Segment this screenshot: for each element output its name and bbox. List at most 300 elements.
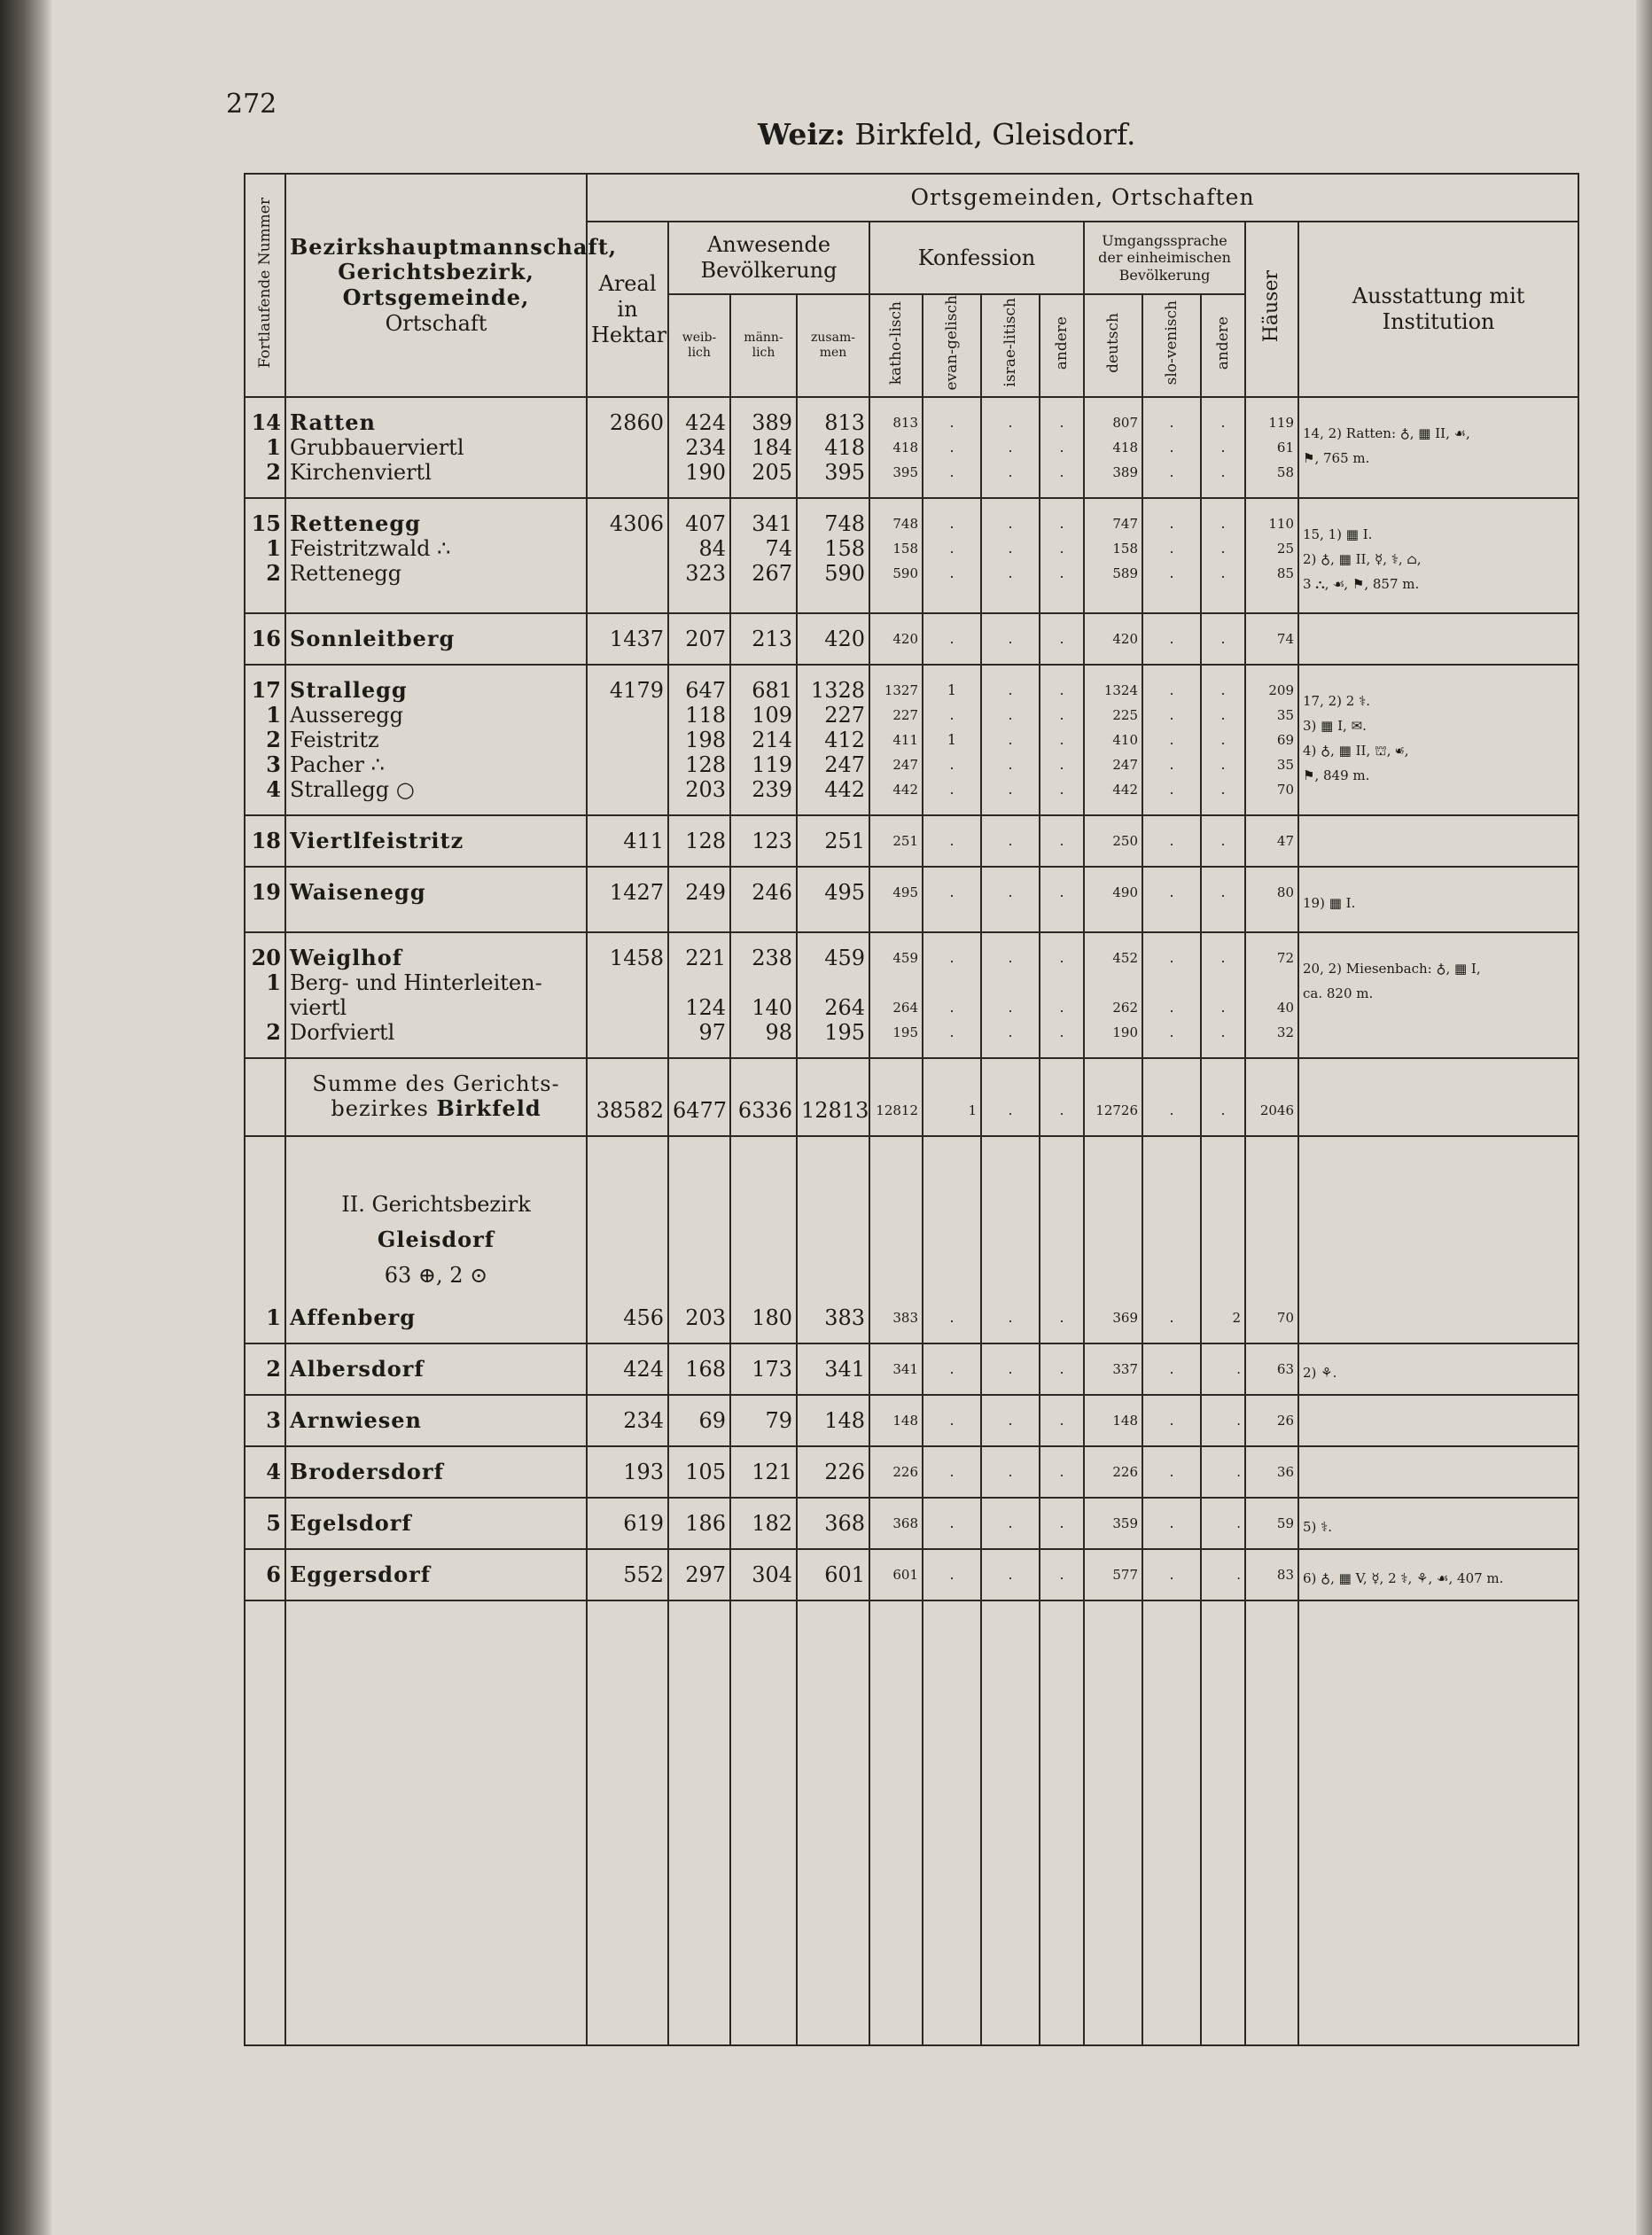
other-confession-count: . xyxy=(1040,1549,1084,1600)
total-count-line: 813 xyxy=(824,410,865,436)
catholic-count: 341 xyxy=(869,1343,923,1395)
row-number-line: 3 xyxy=(266,751,281,778)
catholic-count-line: 459 xyxy=(892,950,918,967)
institutions-note: 6) ♁, ▦ V, ☿, 2 ⚕, ⚘, ☙, 407 m. xyxy=(1298,1549,1578,1600)
slovene-count: . xyxy=(1142,1293,1201,1343)
institutions-note: 2) ⚘. xyxy=(1298,1343,1578,1395)
male-count: 79 xyxy=(730,1395,797,1446)
israelite-count-line: . xyxy=(1008,414,1013,432)
row-number-line: 1 xyxy=(266,970,281,996)
evangelical-count xyxy=(923,397,981,498)
israelite-count: . xyxy=(981,1343,1040,1395)
male-count xyxy=(730,815,797,867)
institutions-note-line: 15, 1) ▦ I. xyxy=(1303,526,1373,543)
other-confession-count-line: . xyxy=(1059,1024,1064,1041)
slovene-count-line: . xyxy=(1169,515,1174,533)
municipality-name xyxy=(285,1498,587,1549)
catholic-count-line: 748 xyxy=(892,516,918,533)
sum-houses: 2046 xyxy=(1245,1058,1298,1136)
row-number-line: 16 xyxy=(251,626,281,652)
german-count-line: 410 xyxy=(1112,732,1138,749)
locality-name: Feistritz xyxy=(290,728,379,753)
slovene-count-line: . xyxy=(1169,1024,1174,1041)
houses-count-line: 35 xyxy=(1276,707,1294,724)
total-count: 226 xyxy=(797,1446,869,1498)
total-count-line: 227 xyxy=(824,703,865,728)
filler-cell xyxy=(1084,1600,1142,2045)
other-language-count-line: . xyxy=(1220,565,1226,582)
locality-name: Feistritzwald ∴ xyxy=(290,536,451,562)
german-count-line: 225 xyxy=(1112,707,1138,724)
header-slovenisch: slo-venisch xyxy=(1142,294,1201,397)
german-count-line: 490 xyxy=(1112,884,1138,901)
header-weiblich: weib-lich xyxy=(668,294,730,397)
table-filler-row xyxy=(245,1600,1578,2045)
section-empty-cell xyxy=(730,1136,797,1293)
catholic-count-line: 395 xyxy=(892,464,918,481)
catholic-count xyxy=(869,932,923,1058)
total-count: 601 xyxy=(797,1549,869,1600)
israelite-count: . xyxy=(981,1293,1040,1343)
female-count-line: 198 xyxy=(685,728,726,753)
german-count-line: 1324 xyxy=(1103,682,1138,699)
total-count-line: 495 xyxy=(824,880,865,906)
sum-male: 6336 xyxy=(730,1058,797,1136)
area-hectare: 411 xyxy=(587,815,668,867)
houses-count-line: 25 xyxy=(1276,541,1294,557)
female-count-line: 203 xyxy=(685,777,726,803)
row-number: 5 xyxy=(245,1498,285,1549)
male-count-line: 98 xyxy=(765,1020,792,1046)
houses-count xyxy=(1245,932,1298,1058)
total-count xyxy=(797,613,869,665)
section-empty-cell xyxy=(923,1136,981,1293)
evangelical-count: . xyxy=(923,1446,981,1498)
other-language-count-line: . xyxy=(1220,463,1226,481)
slovene-count-line: . xyxy=(1169,630,1174,648)
section-number-empty xyxy=(245,1136,285,1293)
area-hectare: 424 xyxy=(587,1343,668,1395)
male-count xyxy=(730,932,797,1058)
header-ausstattung: Ausstattung mit Institution xyxy=(1298,222,1578,397)
filler-cell xyxy=(730,1600,797,2045)
israelite-count xyxy=(981,815,1040,867)
institutions-note-line: ca. 820 m. xyxy=(1303,985,1374,1002)
area-hectare: 1437 xyxy=(587,613,668,665)
catholic-count-line: 813 xyxy=(892,415,918,432)
other-confession-count: . xyxy=(1040,1498,1084,1549)
filler-cell xyxy=(1201,1600,1245,2045)
female-count-line: 128 xyxy=(685,752,726,778)
sum-total: 12813 xyxy=(797,1058,869,1136)
total-count-line: 418 xyxy=(824,435,865,461)
german-count: 148 xyxy=(1084,1395,1142,1446)
slovene-count: . xyxy=(1142,1446,1201,1498)
other-language-count xyxy=(1201,815,1245,867)
evangelical-count-line: . xyxy=(949,706,955,724)
place-name xyxy=(285,498,587,613)
area-hectare: 456 xyxy=(587,1293,668,1343)
sum-label-line2: bezirkes xyxy=(331,1096,437,1122)
other-confession-count-line: . xyxy=(1059,681,1064,699)
header-katholisch: katho-lisch xyxy=(869,294,923,397)
institutions-note-line: 3 ⛬, ☙, ⚑, 857 m. xyxy=(1303,576,1420,593)
israelite-count-line: . xyxy=(1008,781,1013,798)
other-confession-count-line: . xyxy=(1059,781,1064,798)
table-row xyxy=(245,1395,1578,1446)
municipality-name: Viertlfeistritz xyxy=(290,828,464,854)
female-count-line: 118 xyxy=(685,703,726,728)
other-confession-count: . xyxy=(1040,1446,1084,1498)
header-evangelisch: evan-gelisch xyxy=(923,294,981,397)
male-count-line: 246 xyxy=(752,880,792,906)
other-confession-count-line: . xyxy=(1059,414,1064,432)
other-language-count-line: . xyxy=(1220,515,1226,533)
slovene-count-line: . xyxy=(1169,999,1174,1016)
catholic-count xyxy=(869,867,923,932)
municipality-name-text: Arnwiesen xyxy=(290,1407,422,1434)
page-title-rest: Birkfeld, Gleisdorf. xyxy=(845,117,1136,152)
header-israelitisch: israe-litisch xyxy=(981,294,1040,397)
female-count: 186 xyxy=(668,1498,730,1549)
catholic-count: 601 xyxy=(869,1549,923,1600)
total-count-line: 247 xyxy=(824,752,865,778)
houses-count-line: 35 xyxy=(1276,757,1294,774)
row-number-line: 17 xyxy=(251,677,281,704)
page-number: 272 xyxy=(226,89,277,120)
total-count: 383 xyxy=(797,1293,869,1343)
other-confession-count-line xyxy=(1044,970,1079,995)
other-language-count-line: . xyxy=(1220,681,1226,699)
catholic-count-line: 590 xyxy=(892,565,918,582)
evangelical-count xyxy=(923,613,981,665)
german-count-line xyxy=(1088,970,1138,995)
place-name xyxy=(285,613,587,665)
table-row xyxy=(245,498,1578,613)
page-title xyxy=(758,117,1136,152)
total-count-line: 442 xyxy=(824,777,865,803)
slovene-count xyxy=(1142,397,1201,498)
filler-cell xyxy=(285,1600,587,2045)
catholic-count-line: 442 xyxy=(892,782,918,798)
german-count-line: 190 xyxy=(1112,1024,1138,1041)
german-count-line: 418 xyxy=(1112,440,1138,456)
german-count: 577 xyxy=(1084,1549,1142,1600)
german-count xyxy=(1084,815,1142,867)
locality-name: Kirchenviertl xyxy=(290,460,432,486)
houses-count-line: 85 xyxy=(1276,565,1294,582)
other-language-count xyxy=(1201,498,1245,613)
municipality-name-text: Eggersdorf xyxy=(290,1561,432,1588)
israelite-count xyxy=(981,867,1040,932)
female-count-line: 128 xyxy=(685,829,726,854)
other-confession-count-line: . xyxy=(1059,463,1064,481)
houses-count-line: 70 xyxy=(1276,782,1294,798)
sum-german: 12726 xyxy=(1084,1058,1142,1136)
israelite-count-line: . xyxy=(1008,681,1013,699)
institutions-note-line: 17, 2) 2 ⚕. xyxy=(1303,693,1370,710)
place-name xyxy=(285,932,587,1058)
municipality-name xyxy=(285,1293,587,1343)
female-count: 203 xyxy=(668,1293,730,1343)
section-empty-cell xyxy=(1142,1136,1201,1293)
institutions-note-line: 19) ▦ I. xyxy=(1303,895,1356,912)
row-number-empty xyxy=(245,1058,285,1136)
row-number xyxy=(245,613,285,665)
slovene-count: . xyxy=(1142,1395,1201,1446)
place-name xyxy=(285,867,587,932)
male-count-line: 267 xyxy=(752,561,792,587)
german-count xyxy=(1084,665,1142,815)
section-empty-cell xyxy=(797,1136,869,1293)
sum-label-district: Birkfeld xyxy=(436,1095,542,1122)
filler-cell xyxy=(587,1600,668,2045)
area-hectare: 4179 xyxy=(587,665,668,815)
male-count-line: 239 xyxy=(752,777,792,803)
other-confession-count xyxy=(1040,613,1084,665)
other-language-count-line: . xyxy=(1220,1024,1226,1041)
catholic-count xyxy=(869,815,923,867)
israelite-count-line: . xyxy=(1008,540,1013,557)
male-count xyxy=(730,867,797,932)
houses-count xyxy=(1245,613,1298,665)
evangelical-count: . xyxy=(923,1549,981,1600)
slovene-count xyxy=(1142,613,1201,665)
male-count xyxy=(730,498,797,613)
municipality-name: Strallegg xyxy=(290,677,408,704)
total-count-line: 412 xyxy=(824,728,865,753)
evangelical-count xyxy=(923,932,981,1058)
israelite-count: . xyxy=(981,1498,1040,1549)
place-name xyxy=(285,665,587,815)
section-title-counts: 63 ⊕, 2 ⊙ xyxy=(384,1263,488,1289)
evangelical-count-line: . xyxy=(949,630,955,648)
header-andere-sprache: andere xyxy=(1201,294,1245,397)
header-ortsgemeinden: Ortsgemeinden, Ortschaften xyxy=(587,174,1578,222)
institutions-note xyxy=(1298,1293,1578,1343)
slovene-count-line: . xyxy=(1169,756,1174,774)
female-count-line: 84 xyxy=(698,536,726,562)
municipality-name-text: Egelsdorf xyxy=(290,1510,412,1537)
total-count-line: 395 xyxy=(824,460,865,486)
slovene-count-line: . xyxy=(1169,414,1174,432)
other-language-count: . xyxy=(1201,1395,1245,1446)
german-count xyxy=(1084,397,1142,498)
table-row-sum xyxy=(245,1058,1578,1136)
institutions-note xyxy=(1298,397,1578,498)
row-number xyxy=(245,397,285,498)
table-row xyxy=(245,932,1578,1058)
german-count-line: 250 xyxy=(1112,833,1138,850)
other-confession-count xyxy=(1040,397,1084,498)
male-count-line: 213 xyxy=(752,627,792,652)
row-number xyxy=(245,665,285,815)
row-number-line: 4 xyxy=(266,776,281,803)
evangelical-count-line: . xyxy=(949,565,955,582)
slovene-count-line: . xyxy=(1169,884,1174,901)
other-language-count-line: . xyxy=(1220,781,1226,798)
total-count: 368 xyxy=(797,1498,869,1549)
other-confession-count: . xyxy=(1040,1343,1084,1395)
total-count-line: 264 xyxy=(824,995,865,1021)
area-hectare: 2860 xyxy=(587,397,668,498)
other-confession-count xyxy=(1040,498,1084,613)
other-confession-count: . xyxy=(1040,1395,1084,1446)
institutions-note: 5) ⚕. xyxy=(1298,1498,1578,1549)
institutions-note-line: 14, 2) Ratten: ♁, ▦ II, ☙, xyxy=(1303,425,1470,442)
other-language-count: . xyxy=(1201,1343,1245,1395)
evangelical-count-line: 1 xyxy=(947,681,957,699)
page-binding-edge xyxy=(0,0,51,2235)
german-count-line: 389 xyxy=(1112,464,1138,481)
evangelical-count-line: . xyxy=(949,439,955,456)
german-count: 359 xyxy=(1084,1498,1142,1549)
evangelical-count-line: . xyxy=(949,756,955,774)
houses-count xyxy=(1245,815,1298,867)
municipality-name xyxy=(285,1343,587,1395)
catholic-count xyxy=(869,665,923,815)
row-number-line: 14 xyxy=(251,409,281,436)
houses-count-line: 74 xyxy=(1276,631,1294,648)
municipality-name-text: Albersdorf xyxy=(290,1356,425,1382)
catholic-count-line: 418 xyxy=(892,440,918,456)
other-confession-count-line: . xyxy=(1059,756,1064,774)
houses-count-line: 209 xyxy=(1268,682,1294,699)
german-count: 337 xyxy=(1084,1343,1142,1395)
table-row xyxy=(245,815,1578,867)
german-count-line: 807 xyxy=(1112,415,1138,432)
houses-count-line: 80 xyxy=(1276,884,1294,901)
male-count-line: 238 xyxy=(752,946,792,971)
houses-count: 36 xyxy=(1245,1446,1298,1498)
other-language-count-line: . xyxy=(1220,439,1226,456)
houses-count xyxy=(1245,397,1298,498)
houses-count xyxy=(1245,867,1298,932)
locality-name: Rettenegg xyxy=(290,561,402,587)
other-confession-count-line: . xyxy=(1059,999,1064,1016)
section-empty-cell xyxy=(668,1136,730,1293)
catholic-count xyxy=(869,613,923,665)
row-number-line: 2 xyxy=(266,459,281,486)
table-row xyxy=(245,397,1578,498)
other-confession-count xyxy=(1040,932,1084,1058)
total-count xyxy=(797,815,869,867)
israelite-count-line: . xyxy=(1008,463,1013,481)
catholic-count-line: 227 xyxy=(892,707,918,724)
filler-cell xyxy=(1040,1600,1084,2045)
german-count xyxy=(1084,867,1142,932)
row-number xyxy=(245,867,285,932)
sum-other-language: . xyxy=(1201,1058,1245,1136)
municipality-name xyxy=(285,1549,587,1600)
female-count xyxy=(668,932,730,1058)
area-hectare: 4306 xyxy=(587,498,668,613)
filler-cell xyxy=(981,1600,1040,2045)
place-name xyxy=(285,815,587,867)
slovene-count xyxy=(1142,932,1201,1058)
male-count-line: 140 xyxy=(752,995,792,1021)
municipality-name-text: Brodersdorf xyxy=(290,1459,444,1485)
header-areal: Areal in Hektar xyxy=(587,222,668,397)
catholic-count xyxy=(869,397,923,498)
houses-count: 59 xyxy=(1245,1498,1298,1549)
israelite-count-line: . xyxy=(1008,884,1013,901)
female-count: 297 xyxy=(668,1549,730,1600)
houses-count xyxy=(1245,665,1298,815)
female-count-line: 249 xyxy=(685,880,726,906)
female-count: 168 xyxy=(668,1343,730,1395)
area-hectare: 1458 xyxy=(587,932,668,1058)
row-number: 3 xyxy=(245,1395,285,1446)
slovene-count: . xyxy=(1142,1498,1201,1549)
evangelical-count: . xyxy=(923,1395,981,1446)
row-number-line: 1 xyxy=(266,434,281,461)
census-table xyxy=(244,173,1579,2046)
houses-count-line: 32 xyxy=(1276,1024,1294,1041)
catholic-count: 383 xyxy=(869,1293,923,1343)
section-title xyxy=(285,1136,587,1293)
total-count: 341 xyxy=(797,1343,869,1395)
other-language-count-line: . xyxy=(1220,756,1226,774)
total-count xyxy=(797,498,869,613)
locality-name: Strallegg ○ xyxy=(290,777,415,803)
area-hectare: 552 xyxy=(587,1549,668,1600)
other-language-count xyxy=(1201,665,1245,815)
section-header-row xyxy=(245,1136,1578,1293)
header-fortlaufende: Fortlaufende Nummer xyxy=(245,174,285,397)
total-count: 148 xyxy=(797,1395,869,1446)
section-empty-cell xyxy=(981,1136,1040,1293)
institutions-note-line: 3) ▦ I, ✉. xyxy=(1303,718,1367,735)
institutions-note-line: 4) ♁, ▦ II, ⛫, ☙, xyxy=(1303,743,1409,759)
section-empty-cell xyxy=(587,1136,668,1293)
german-count-line: 442 xyxy=(1112,782,1138,798)
female-count-line: 190 xyxy=(685,460,726,486)
slovene-count xyxy=(1142,867,1201,932)
male-count xyxy=(730,613,797,665)
catholic-count: 368 xyxy=(869,1498,923,1549)
houses-count-line: 40 xyxy=(1276,1000,1294,1016)
slovene-count-line: . xyxy=(1169,463,1174,481)
german-count-line: 420 xyxy=(1112,631,1138,648)
other-language-count: . xyxy=(1201,1549,1245,1600)
houses-count-line: 110 xyxy=(1268,516,1294,533)
evangelical-count-line: 1 xyxy=(947,731,957,749)
male-count: 121 xyxy=(730,1446,797,1498)
male-count-line: 214 xyxy=(752,728,792,753)
israelite-count-line: . xyxy=(1008,706,1013,724)
other-language-count-line: . xyxy=(1220,540,1226,557)
institutions-note xyxy=(1298,613,1578,665)
other-language-count-line: . xyxy=(1220,999,1226,1016)
filler-cell xyxy=(1245,1600,1298,2045)
evangelical-count-line: . xyxy=(949,999,955,1016)
slovene-count-line: . xyxy=(1169,439,1174,456)
section-empty-cell xyxy=(1245,1136,1298,1293)
total-count-line: 459 xyxy=(824,946,865,971)
page-title-bold: Weiz: xyxy=(758,117,845,152)
section-empty-cell xyxy=(1201,1136,1245,1293)
houses-count-line xyxy=(1250,970,1294,995)
female-count xyxy=(668,815,730,867)
table-row xyxy=(245,1293,1578,1343)
catholic-count xyxy=(869,498,923,613)
row-number: 1 xyxy=(245,1293,285,1343)
row-number: 6 xyxy=(245,1549,285,1600)
total-count-line: 1328 xyxy=(810,678,865,704)
male-count-line: 681 xyxy=(752,678,792,704)
filler-cell xyxy=(668,1600,730,2045)
